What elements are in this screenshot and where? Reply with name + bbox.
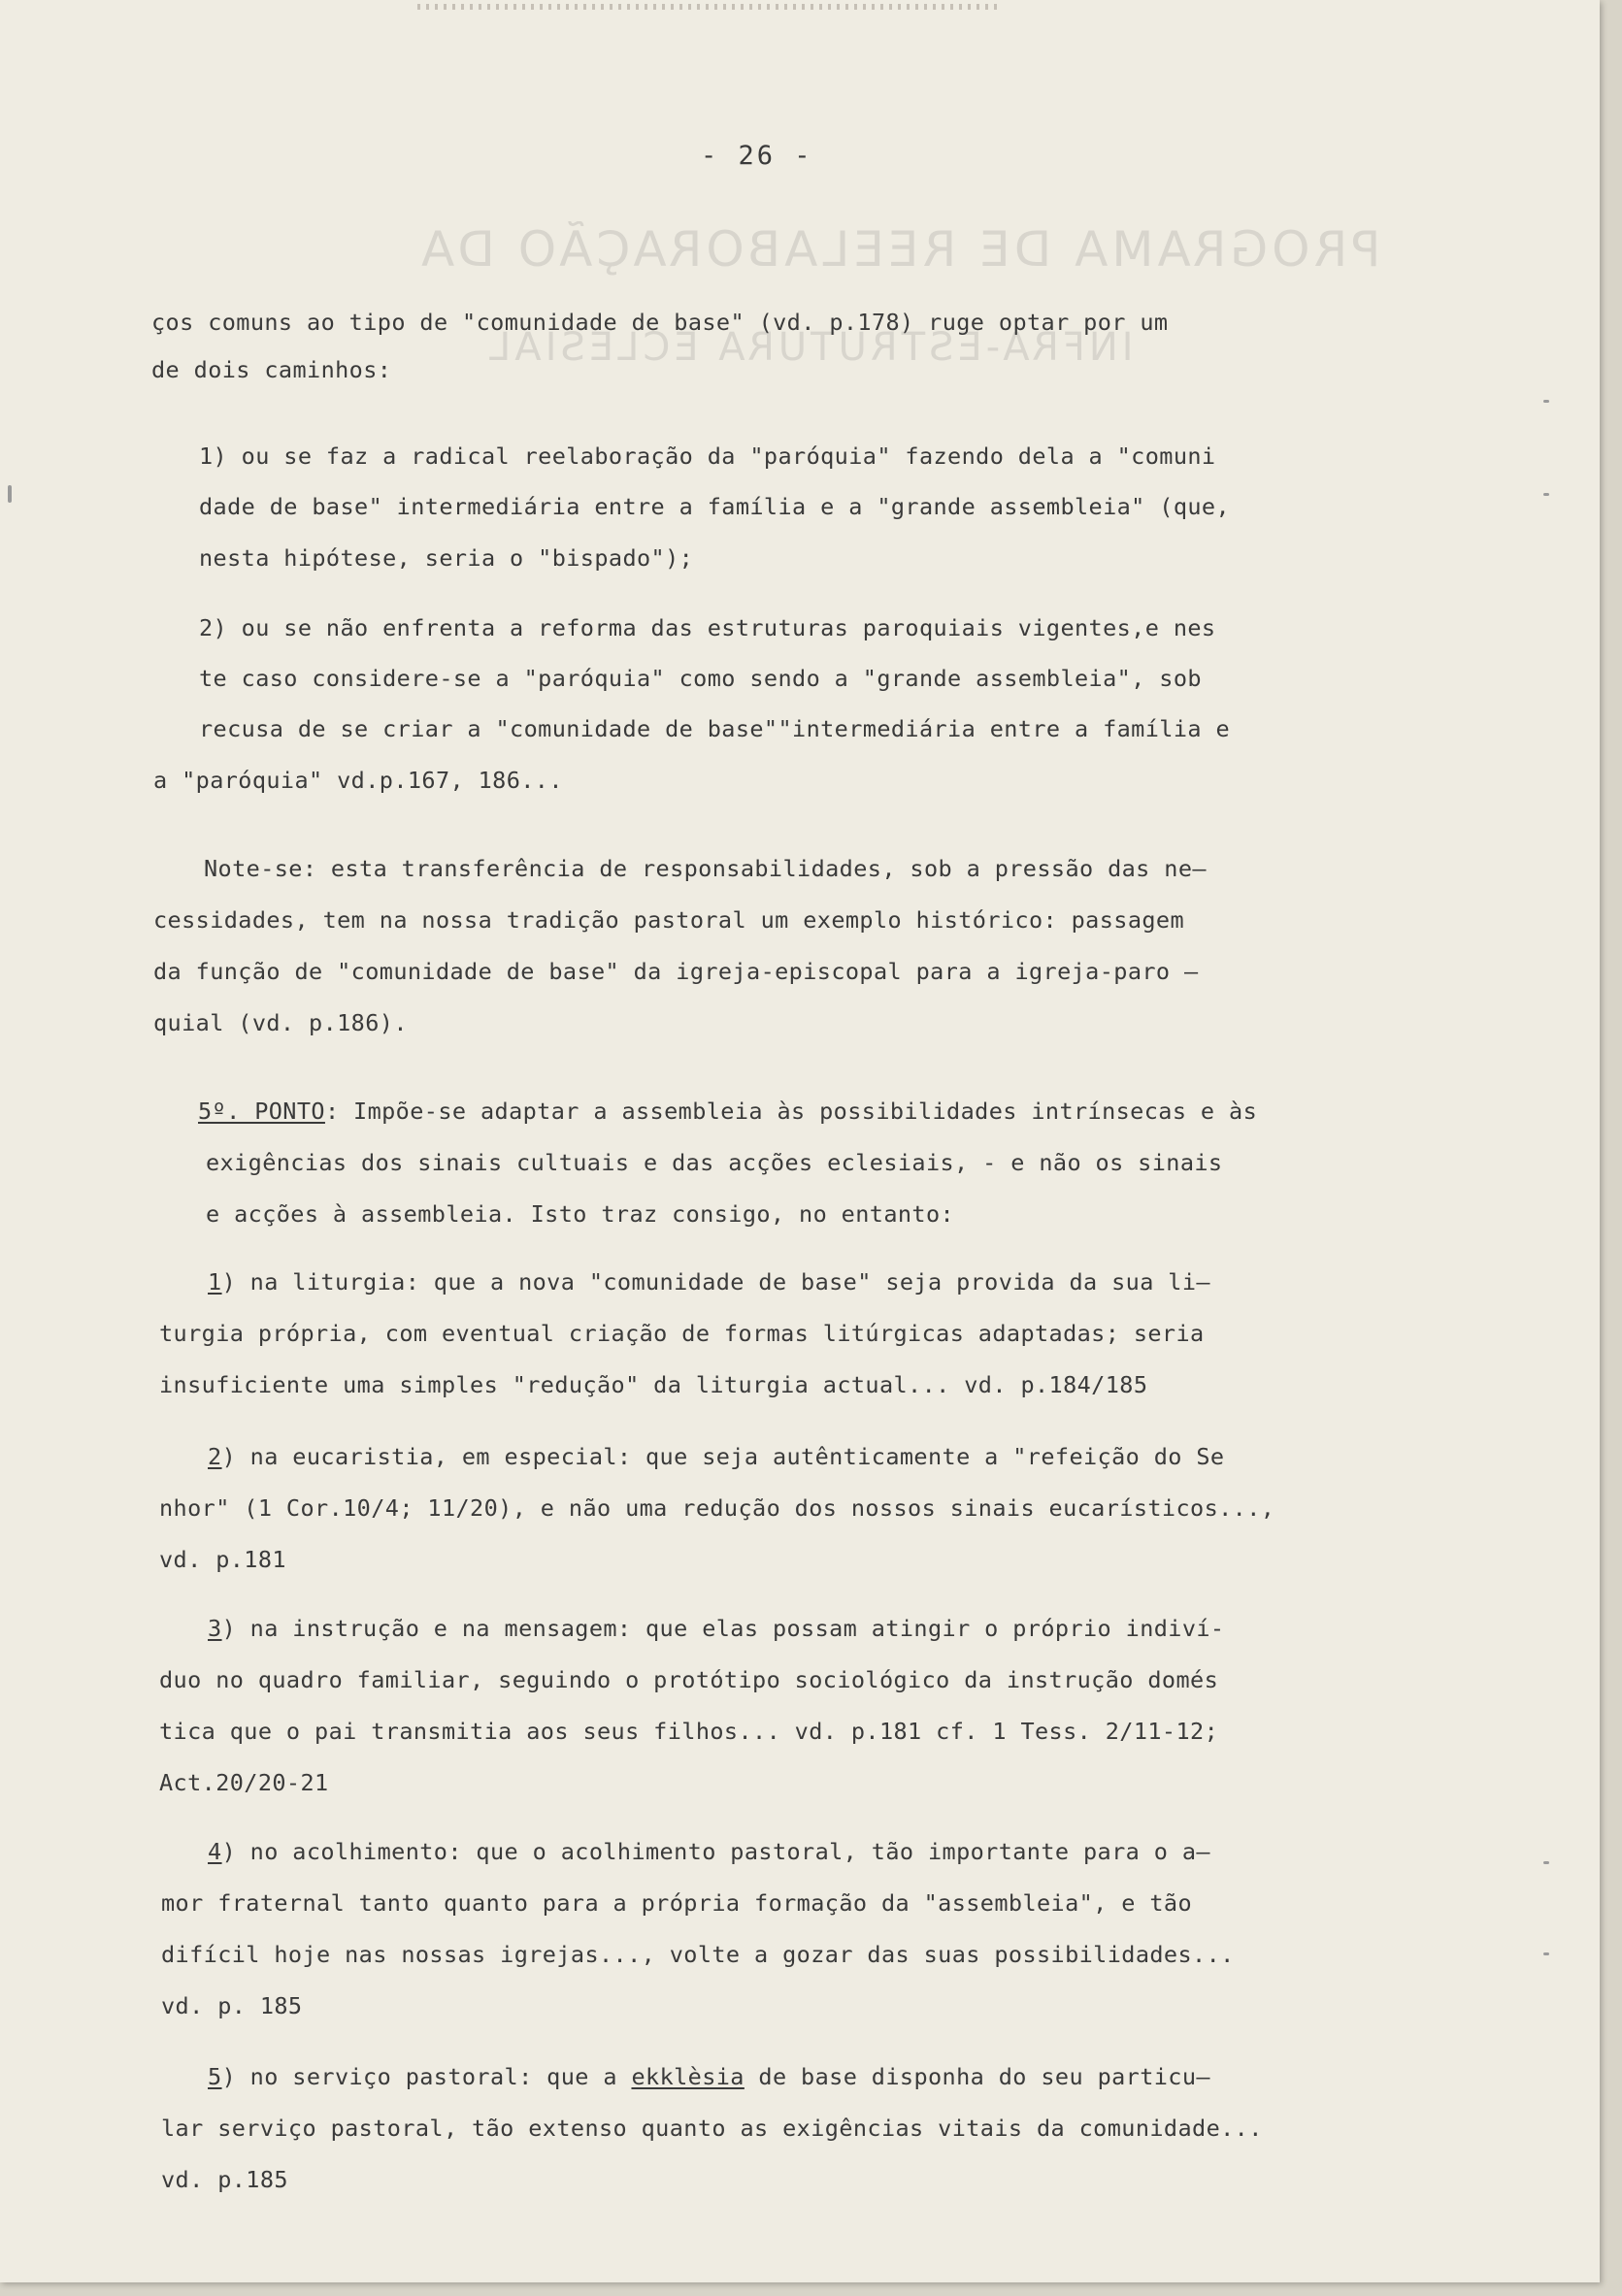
text-line: cessidades, tem na nossa tradição pastoral um exemplo histórico: passagem [153, 906, 1185, 934]
margin-mark [1543, 493, 1549, 496]
text-line: recusa de se criar a "comunidade de base""intermediária entre a família e [199, 715, 1231, 742]
item-text: ) no serviço pastoral: que a [221, 2063, 632, 2090]
text-line: duo no quadro familiar, seguindo o protótipo sociológico da instrução domés [159, 1666, 1219, 1693]
text-line: nesta hipótese, seria o "bispado"); [199, 544, 694, 572]
text-line: dade de base" intermediária entre a família e a "grande assembleia" (que, [199, 493, 1231, 520]
margin-mark [1543, 1861, 1549, 1864]
item-number: 4 [208, 1838, 222, 1865]
section-line [198, 1097, 1257, 1126]
item-text: de base disponha do seu particu— [744, 2063, 1210, 2090]
text-line: mor fraternal tanto quanto para a própria formação da "assembleia", e tão [161, 1889, 1193, 1917]
item-underlined-word: ekklèsia [631, 2063, 745, 2090]
text-line: Act.20/20-21 [159, 1769, 329, 1796]
text-line: ços comuns ao tipo de "comunidade de base" (vd. p.178) ruge optar por um [151, 309, 1169, 336]
text-line: lar serviço pastoral, tão extenso quanto as exigências vitais da comunidade... [161, 2115, 1263, 2142]
item-number: 5 [208, 2063, 222, 2090]
text-line: tica que o pai transmitia aos seus filhos... vd. p.181 cf. 1 Tess. 2/11-12; [159, 1718, 1219, 1745]
text-line: 1) ou se faz a radical reelaboração da "paróquia" fazendo dela a "comuni [199, 443, 1216, 470]
margin-mark [8, 485, 12, 503]
text-line: insuficiente uma simples "redução" da liturgia actual... vd. p.184/185 [159, 1371, 1148, 1398]
margin-mark [1543, 400, 1549, 403]
item-number: 1 [208, 1268, 222, 1296]
item-text: ) na eucaristia, em especial: que seja autênticamente a "refeição do Se [221, 1443, 1225, 1470]
text-line: de dois caminhos: [151, 356, 392, 383]
text-line: vd. p. 185 [161, 1992, 303, 2019]
text-line: 2) ou se não enfrenta a reforma das estruturas paroquiais vigentes,e nes [199, 614, 1216, 641]
item-line [208, 1442, 1224, 1471]
item-line [208, 1614, 1224, 1643]
text-line: Note-se: esta transferência de responsabilidades, sob a pressão das ne— [204, 855, 1207, 882]
text-line: turgia própria, com eventual criação de formas litúrgicas adaptadas; seria [159, 1320, 1205, 1347]
text-line: vd. p.185 [161, 2166, 288, 2193]
text-line: vd. p.181 [159, 1546, 286, 1573]
page-top-marks [417, 4, 1000, 10]
bleed-through-line-1: PROGRAMA DE REELABORAÇÃO DA [417, 221, 1381, 278]
item-text: ) no acolhimento: que o acolhimento pastoral, tão importante para o a— [221, 1838, 1210, 1865]
item-line [208, 1267, 1210, 1296]
margin-mark [1543, 1952, 1549, 1955]
text-line: da função de "comunidade de base" da igreja-episcopal para a igreja-paro — [153, 958, 1199, 985]
item-line [208, 2062, 1210, 2091]
text-line: quial (vd. p.186). [153, 1009, 408, 1036]
text-line: e acções à assembleia. Isto traz consigo, no entanto: [206, 1200, 955, 1228]
text-line: te caso considere-se a "paróquia" como sendo a "grande assembleia", sob [199, 665, 1202, 692]
item-number: 3 [208, 1615, 222, 1642]
text-line: a "paróquia" vd.p.167, 186... [153, 767, 563, 794]
item-line [208, 1837, 1210, 1866]
section-heading: 5º. PONTO [198, 1098, 325, 1125]
text-line: exigências dos sinais cultuais e das acções eclesiais, - e não os sinais [206, 1149, 1223, 1176]
item-number: 2 [208, 1443, 222, 1470]
bleed-through-line-2: INFRA-ESTRUTURA ECLESIAL [485, 325, 1134, 370]
text-line: difícil hoje nas nossas igrejas..., volte a gozar das suas possibilidades... [161, 1941, 1235, 1968]
text-line: nhor" (1 Cor.10/4; 11/20), e não uma redução dos nossos sinais eucarísticos..., [159, 1494, 1275, 1522]
item-text: ) na liturgia: que a nova "comunidade de base" seja provida da sua li— [221, 1268, 1210, 1296]
item-text: ) na instrução e na mensagem: que elas possam atingir o próprio indiví- [221, 1615, 1225, 1642]
section-text: : Impõe-se adaptar a assembleia às possibilidades intrínsecas e às [324, 1098, 1258, 1125]
page-number: - 26 - [701, 141, 813, 171]
